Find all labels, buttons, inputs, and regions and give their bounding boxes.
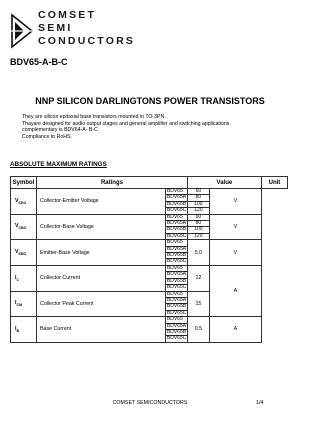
table-row bbox=[11, 265, 288, 271]
value-cell: 100 bbox=[187, 201, 209, 207]
table-header-row bbox=[11, 177, 288, 189]
value-cell: 120 bbox=[187, 233, 209, 239]
description-line: complementary is BDV64-A- B-C bbox=[22, 127, 98, 134]
symbol-subscript: CEO bbox=[18, 200, 27, 205]
header-unit: Unit bbox=[261, 177, 287, 189]
table-row bbox=[11, 214, 288, 220]
logo-line-3: CONDUCTORS bbox=[38, 35, 136, 47]
variant-cell: BDV65C bbox=[166, 335, 187, 342]
header-ratings: Ratings bbox=[37, 177, 188, 189]
variant-cell: BDV65B bbox=[166, 303, 187, 310]
variant-cell: BDV65C bbox=[166, 207, 187, 214]
value-cell: 120 bbox=[187, 208, 209, 214]
variant-cell: BDV65 bbox=[165, 189, 187, 195]
variant-cell: BDV65C bbox=[166, 232, 187, 239]
variant-cell: BDV65 bbox=[165, 214, 187, 220]
unit-cell: V bbox=[209, 189, 261, 215]
logo-line-2: SEMI bbox=[38, 22, 73, 34]
unit-cell: A bbox=[209, 265, 261, 316]
symbol-letter: I bbox=[15, 325, 17, 332]
symbol-subscript: CBO bbox=[18, 226, 27, 231]
variant-cell: BDV65A bbox=[166, 271, 187, 278]
unit-cell: V bbox=[209, 214, 261, 240]
rating-name: Collector-Emitter Voltage bbox=[37, 189, 166, 215]
rating-name: Collector Peak Current bbox=[37, 291, 166, 317]
variant-cell: BDV65B bbox=[166, 328, 187, 335]
document-title: NNP SILICON DARLINGTONS POWER TRANSISTORS bbox=[35, 96, 265, 106]
variant-cell: BDV65B bbox=[166, 200, 187, 207]
rating-name: Collector Current bbox=[37, 265, 166, 291]
value-cell: 5.0 bbox=[187, 240, 209, 266]
section-title: ABSOLUTE MAXIMUM RATINGS bbox=[10, 161, 107, 168]
variant-cell: BDV65A bbox=[166, 194, 187, 201]
part-number: BDV65-A-B-C bbox=[10, 57, 68, 67]
logo-line-1: COMSET bbox=[38, 9, 97, 21]
value-cell: 80 bbox=[187, 195, 209, 201]
symbol-cell bbox=[11, 291, 37, 317]
rating-name: Collector-Base Voltage bbox=[37, 214, 166, 240]
page-number: 1/4 bbox=[256, 400, 264, 406]
variant-cell: BDV65C bbox=[166, 258, 187, 265]
symbol-subscript: B bbox=[16, 328, 20, 333]
variant-cell: BDV65A bbox=[166, 220, 187, 227]
ratings-table bbox=[10, 176, 288, 343]
variant-cell: BDV65 bbox=[165, 265, 187, 271]
value-cell: 60 bbox=[187, 214, 209, 220]
description-line: Thayare designed for audio output stages and general amplifier and switching applications. bbox=[22, 120, 231, 127]
symbol-cell bbox=[11, 189, 37, 215]
value-cell: 60 bbox=[187, 189, 209, 195]
description-line: They are silicon epitaxial base transistors mounted in TO-3PN. bbox=[22, 114, 166, 120]
company-logo bbox=[10, 9, 175, 51]
unit-cell: V bbox=[209, 240, 261, 266]
header-value: Value bbox=[187, 177, 261, 189]
variant-cell: BDV65C bbox=[166, 284, 187, 291]
value-cell: 15 bbox=[187, 291, 209, 317]
variant-cell: BDV65C bbox=[166, 309, 187, 316]
symbol-subscript: CM bbox=[16, 303, 23, 308]
unit-cell: A bbox=[209, 317, 261, 343]
symbol-letter: I bbox=[15, 300, 17, 307]
value-cell: 100 bbox=[187, 227, 209, 233]
table-row bbox=[11, 240, 288, 246]
variant-cell: BDV65A bbox=[166, 245, 187, 252]
variant-cell: BDV65 bbox=[165, 317, 187, 323]
table-row bbox=[11, 189, 288, 195]
variant-cell: BDV65A bbox=[166, 296, 187, 303]
symbol-letter: V bbox=[15, 249, 19, 256]
description bbox=[22, 114, 292, 140]
footer-company: COMSET SEMICONDUCTORS bbox=[112, 400, 188, 406]
variant-cell: BDV65A bbox=[166, 322, 187, 329]
variant-cell: BDV65 bbox=[165, 291, 187, 297]
value-cell: 12 bbox=[187, 265, 209, 291]
variant-cell: BDV65B bbox=[166, 277, 187, 284]
symbol-letter: I bbox=[15, 274, 17, 281]
variant-cell: BDV65 bbox=[165, 240, 187, 246]
symbol-cell bbox=[11, 265, 37, 291]
symbol-cell bbox=[11, 240, 37, 266]
rating-name: Emitter-Base Voltage bbox=[37, 240, 166, 266]
symbol-cell bbox=[11, 317, 37, 343]
header-symbol: Symbol bbox=[11, 177, 37, 189]
table-row bbox=[11, 317, 288, 323]
rating-name: Base Current bbox=[37, 317, 166, 343]
value-cell: 0.5 bbox=[187, 317, 209, 343]
symbol-subscript: C bbox=[16, 277, 20, 282]
symbol-cell bbox=[11, 214, 37, 240]
symbol-letter: V bbox=[15, 197, 19, 204]
description-line: Compliance to RoHS. bbox=[22, 133, 72, 140]
variant-cell: BDV65B bbox=[166, 252, 187, 259]
variant-cell: BDV65B bbox=[166, 226, 187, 233]
comset-triangle-logo-icon bbox=[10, 13, 34, 49]
symbol-letter: V bbox=[15, 223, 19, 230]
symbol-subscript: EBO bbox=[18, 252, 27, 257]
value-cell: 80 bbox=[187, 221, 209, 227]
